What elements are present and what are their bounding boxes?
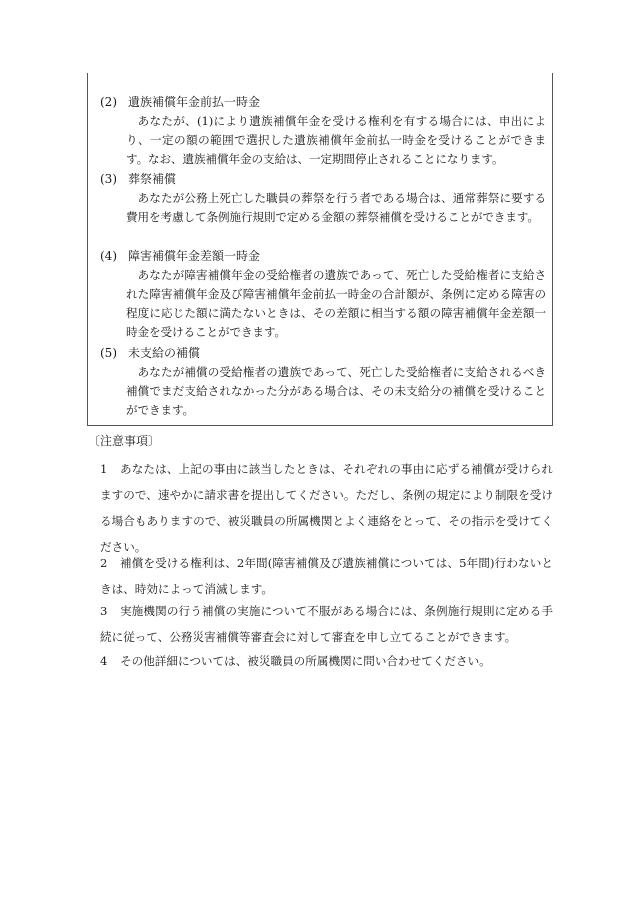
section-title: 障害補償年金差額一時金 bbox=[128, 249, 261, 263]
section-heading bbox=[100, 343, 546, 363]
section-funeral-compensation bbox=[100, 169, 546, 227]
note-item bbox=[100, 648, 553, 674]
section-number: (5) bbox=[100, 346, 117, 360]
note-number: 4 bbox=[100, 654, 108, 668]
note-item bbox=[100, 598, 553, 650]
section-title: 未支給の補償 bbox=[128, 346, 201, 360]
section-lump-sum-advance bbox=[100, 92, 546, 169]
note-text: 実施機関の行う補償の実施について不服がある場合には、条例施行規則に定める手続に従って、公務災害補償等審査会に対して審査を申し立てることができます。 bbox=[100, 604, 553, 644]
section-heading bbox=[100, 92, 546, 112]
note-text: 補償を受ける権利は、2年間(障害補償及び遺族補償については、5年間)行わないときは、時効によって消滅します。 bbox=[100, 556, 553, 596]
section-title: 葬祭補償 bbox=[128, 172, 177, 186]
section-heading bbox=[100, 169, 546, 189]
section-number: (4) bbox=[100, 249, 117, 263]
note-item bbox=[100, 456, 553, 560]
section-unpaid-compensation bbox=[100, 343, 546, 420]
note-number: 1 bbox=[100, 462, 108, 476]
section-body: あなたが補償の受給権者の遺族であって、死亡した受給権者に支給されるべき補償でまだ支給されなかった分がある場合は、その未支給分の補償を受けることができます。 bbox=[126, 365, 546, 417]
section-body: あなたが、(1)により遺族補償年金を受ける権利を有する場合には、申出により、一定の額の範囲で選択した遺族補償年金前払一時金を受けることができます。なお、遺族補償年金の支給は、一定期間停止されることになります。 bbox=[126, 114, 546, 166]
section-body: あなたが障害補償年金の受給権者の遺族であって、死亡した受給権者に支給された障害補償年金及び障害補償年金前払一時金の合計額が、条例に定める障害の程度に応じた額に満たないときは、その差額に相当する額の障害補償年金差額一時金を受けることができます。 bbox=[126, 268, 546, 339]
section-title: 遺族補償年金前払一時金 bbox=[128, 95, 261, 109]
note-number: 3 bbox=[100, 604, 108, 618]
section-number: (3) bbox=[100, 172, 117, 186]
section-number: (2) bbox=[100, 95, 117, 109]
note-text: あなたは、上記の事由に該当したときは、それぞれの事由に応ずる補償が受けられますので、速やかに請求書を提出してください。ただし、条例の規定により制限を受ける場合もありますので、被災職員の所属機関とよく連絡をとって、その指示を受けてください。 bbox=[100, 462, 553, 554]
notes-heading: 〔注意事項〕 bbox=[88, 434, 161, 448]
note-text: その他詳細については、被災職員の所属機関に問い合わせてください。 bbox=[120, 654, 491, 668]
section-heading bbox=[100, 246, 546, 266]
note-item bbox=[100, 550, 553, 602]
note-number: 2 bbox=[100, 556, 108, 570]
section-disability-difference bbox=[100, 246, 546, 342]
section-body: あなたが公務上死亡した職員の葬祭を行う者である場合は、通常葬祭に要する費用を考慮して条例施行規則で定める金額の葬祭補償を受けることができます。 bbox=[126, 191, 546, 224]
